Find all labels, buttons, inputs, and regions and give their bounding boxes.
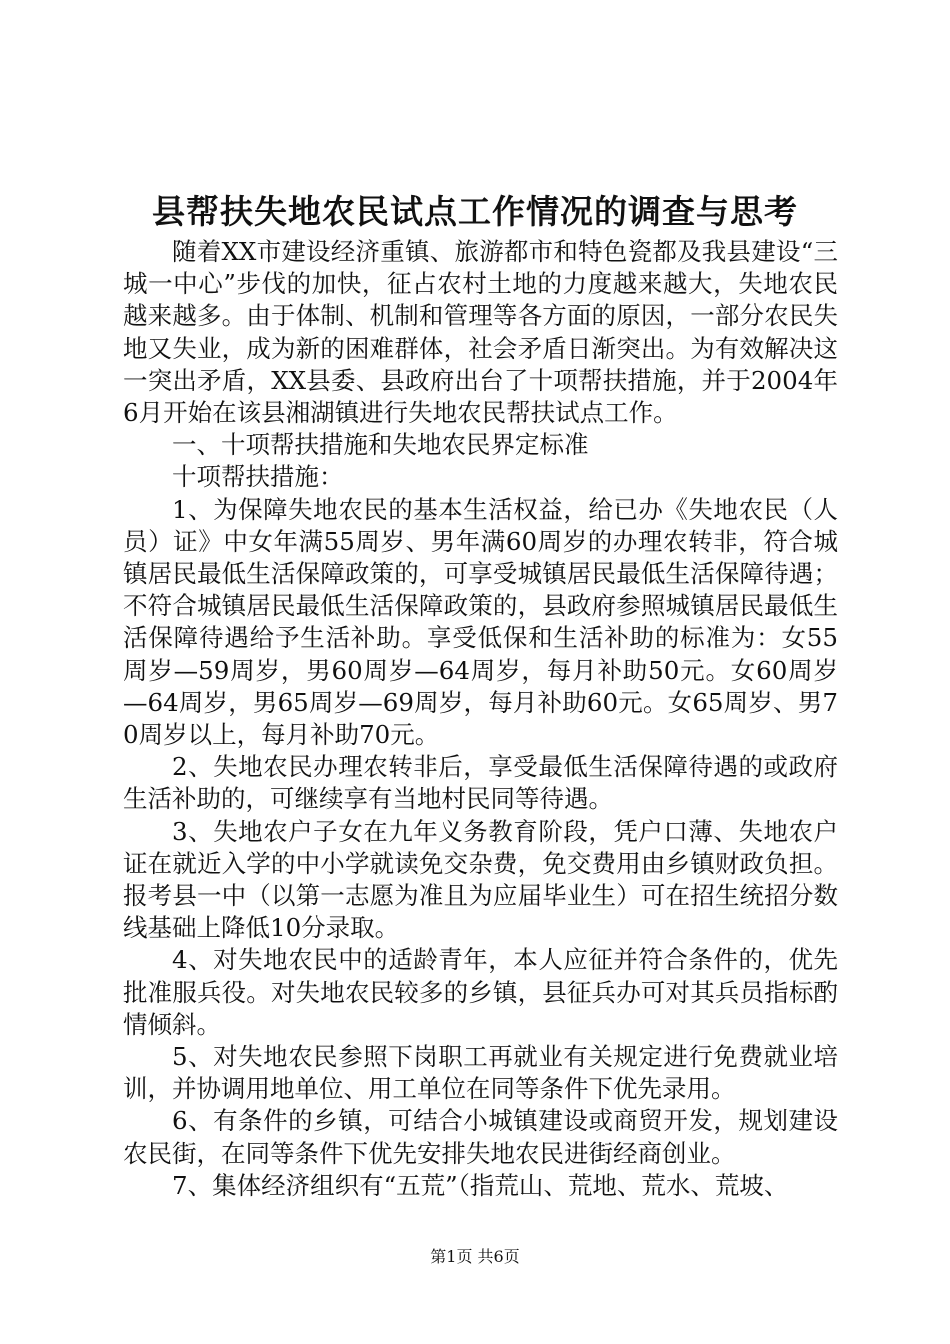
- page-footer: 第1页 共6页: [430, 1247, 520, 1266]
- paragraph-measure-3: 3、失地农户子女在九年义务教育阶段，凭户口薄、失地农户证在就近入学的中小学就读免交杂费，免交费用由乡镇财政负担。报考县一中（以第一志愿为准且为应届毕业生）可在招生统招分数线基础上降低10分录取。: [123, 816, 838, 943]
- document-body: [123, 236, 838, 1202]
- subsection-heading: 十项帮扶措施：: [172, 462, 344, 492]
- paragraph-measure-7: 7、集体经济组织有“五荒”（指荒山、荒地、荒水、荒坡、: [172, 1170, 789, 1200]
- paragraph-intro: 随着XX市建设经济重镇、旅游都市和特色瓷都及我县建设“三城一中心”步伐的加快，征占农村土地的力度越来越大，失地农民越来越多。由于体制、机制和管理等各方面的原因，一部分农民失地又失业，成为新的困难群体，社会矛盾日渐突出。为有效解决这一突出矛盾，XX县委、县政府出台了十项帮扶措施，并于2004年6月开始在该县湘湖镇进行失地农民帮扶试点工作。: [123, 237, 838, 428]
- paragraph-measure-4: 4、对失地农民中的适龄青年，本人应征并符合条件的，优先批准服兵役。对失地农民较多的乡镇，县征兵办可对其兵员指标酌情倾斜。: [123, 945, 838, 1039]
- section-heading: 一、十项帮扶措施和失地农民界定标准: [172, 430, 589, 460]
- paragraph-measure-6: 6、有条件的乡镇，可结合小城镇建设或商贸开发，规划建设农民街，在同等条件下优先安排失地农民进街经商创业。: [123, 1106, 838, 1168]
- paragraph-measure-1: 1、为保障失地农民的基本生活权益，给已办《失地农民（人员）证》中女年满55周岁、男年满60周岁的办理农转非，符合城镇居民最低生活保障政策的，可享受城镇居民最低生活保障待遇；不符合城镇居民最低生活保障政策的，县政府参照城镇居民最低生活保障待遇给予生活补助。享受低保和生活补助的标准为：女55周岁—59周岁，男60周岁—64周岁，每月补助50元。女60周岁—64周岁，男65周岁—69周岁，每月补助60元。女65周岁、男70周岁以上，每月补助70元。: [123, 494, 838, 750]
- paragraph-measure-5: 5、对失地农民参照下岗职工再就业有关规定进行免费就业培训，并协调用地单位、用工单位在同等条件下优先录用。: [123, 1042, 838, 1104]
- paragraph-measure-2: 2、失地农民办理农转非后，享受最低生活保障待遇的或政府生活补助的，可继续享有当地村民同等待遇。: [123, 752, 838, 814]
- document-title: 县帮扶失地农民试点工作情况的调查与思考: [152, 192, 798, 231]
